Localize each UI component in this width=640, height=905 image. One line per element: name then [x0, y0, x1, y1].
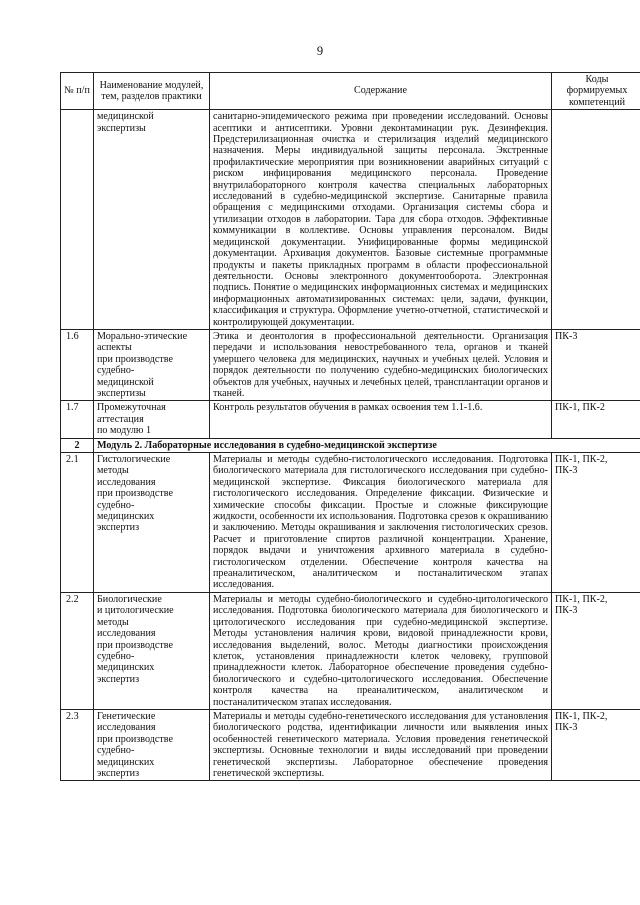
table-row — [61, 453, 640, 593]
row-codes: ПК-1, ПК-2 — [552, 401, 640, 438]
table-row — [61, 401, 640, 438]
row-codes: ПК-1, ПК-2, ПК-3 — [552, 453, 640, 593]
row-content: Материалы и методы судебно-биологического и судебно-цитологического исследования. Подготовка биологического материала для биологического и цитологического исследования при судебно-медицинской экспертизе. Методы установления наличия крови, видовой принадлежности крови, исследования выделений, волос. Методы диагностики происхождения клеток, установления принадлежности клеток человеку, групповой принадлежности клеток. Лабораторное обеспечение проведения судебно-биологического и судебно-цитологического исследования. Обеспечение контроля качества на преаналитическом, аналитическом и постаналитическом этапах исследования. — [210, 592, 552, 709]
row-content: Материалы и методы судебно-гистологического исследования. Подготовка биологического материала для гистологического исследования при судебно-медицинской экспертизе. Фиксация биологического материала для гистологического исследования. Определение фиксации. Физические и химические способы фиксации. Простые и сложные фиксирующие жидкости, особенности их использования. Подготовка срезов к окрашиванию и заключению. Методы окрашивания и заключения гистологических срезов. Расчет и приготовление спиртов различной концентрации. Хранение, порядок выдачи и уничтожения архивного материала в судебно-гистологическом отделении. Обеспечение контроля качества на преаналитическом, аналитическом и постаналитическом этапах исследования. — [210, 453, 552, 593]
header-num: № п/п — [61, 73, 94, 110]
table-row — [61, 592, 640, 709]
row-num: 2.1 — [61, 453, 94, 593]
curriculum-table — [60, 72, 640, 781]
row-name: медицинской экспертизы — [94, 110, 210, 330]
table-row — [61, 709, 640, 780]
header-codes: Коды формируемых компетенций — [552, 73, 640, 110]
row-codes: ПК-3 — [552, 329, 640, 400]
row-num: 2.3 — [61, 709, 94, 780]
row-content: санитарно-эпидемического режима при проведении исследований. Основы асептики и антисептики. Уровни деконтаминации рук. Дезинфекция. Предстерилизационная очистка и стерилизация изделий медицинского назначения. Меры индивидуальной защиты персонала. Экстренные профилактические мероприятия при возникновении аварийных ситуаций с риском инфицирования медицинского персонала. Проведение внутрилабораторного контроля качества специальных лабораторных исследований в судебно-медицинской экспертизе. Санитарные правила обращения с медицинскими отходами. Организация системы сбора и утилизации отходов в лаборатории. Тара для сбора отходов. Эффективные коммуникации в коллективе. Основы управления персоналом. Виды медицинской документации. Унифицированные формы медицинской документации. Архивация документов. Базовые системные программные продукты и пакеты прикладных программ в области профессиональной деятельности. Основы электронного документооборота. Электронная подпись. Понятие о медицинских информационных системах и медицинских информационных автоматизированных системах: цели, задачи, функции, классификация и структура. Оформление учетно-отчетной, статистической и контролирующей документации. — [210, 110, 552, 330]
table-row — [61, 329, 640, 400]
row-name: Генетические исследования при производстве судебно- медицинских экспертиз — [94, 709, 210, 780]
row-num — [61, 110, 94, 330]
table-row — [61, 110, 640, 330]
row-name: Морально-этические аспекты при производстве судебно- медицинской экспертизы — [94, 329, 210, 400]
row-content: Контроль результатов обучения в рамках освоения тем 1.1-1.6. — [210, 401, 552, 438]
row-codes — [552, 110, 640, 330]
row-content: Этика и деонтология в профессиональной деятельности. Организация передачи и использования невостребованного тела, органов и тканей умершего человека для медицинских, научных и учебных целей. Условия и порядок деятельности по получению судебно-медицинских биологических объектов для учебных, научных и лечебных целей, трансплантации органов и тканей. — [210, 329, 552, 400]
page-number: 9 — [316, 44, 324, 58]
row-name: Промежуточная аттестация по модулю 1 — [94, 401, 210, 438]
section-row — [61, 438, 640, 452]
section-num: 2 — [61, 438, 94, 452]
table-header-row — [61, 73, 640, 110]
section-title: Модуль 2. Лабораторные исследования в судебно-медицинской экспертизе — [94, 438, 640, 452]
row-content: Материалы и методы судебно-генетического исследования для установления биологического родства, идентификации личности или выявления иных особенностей генетического материала. Условия проведения генетической экспертизы. Основные технологии и виды исследований при проведении генетической экспертизы. Лабораторное обеспечение проведения генетической экспертизы. — [210, 709, 552, 780]
row-name: Гистологические методы исследования при производстве судебно- медицинских экспертиз — [94, 453, 210, 593]
header-name: Наименование модулей, тем, разделов практики — [94, 73, 210, 110]
header-content: Содержание — [210, 73, 552, 110]
row-codes: ПК-1, ПК-2, ПК-3 — [552, 709, 640, 780]
row-name: Биологические и цитологические методы исследования при производстве судебно- медицинских экспертиз — [94, 592, 210, 709]
row-codes: ПК-1, ПК-2, ПК-3 — [552, 592, 640, 709]
row-num: 2.2 — [61, 592, 94, 709]
row-num: 1.7 — [61, 401, 94, 438]
row-num: 1.6 — [61, 329, 94, 400]
